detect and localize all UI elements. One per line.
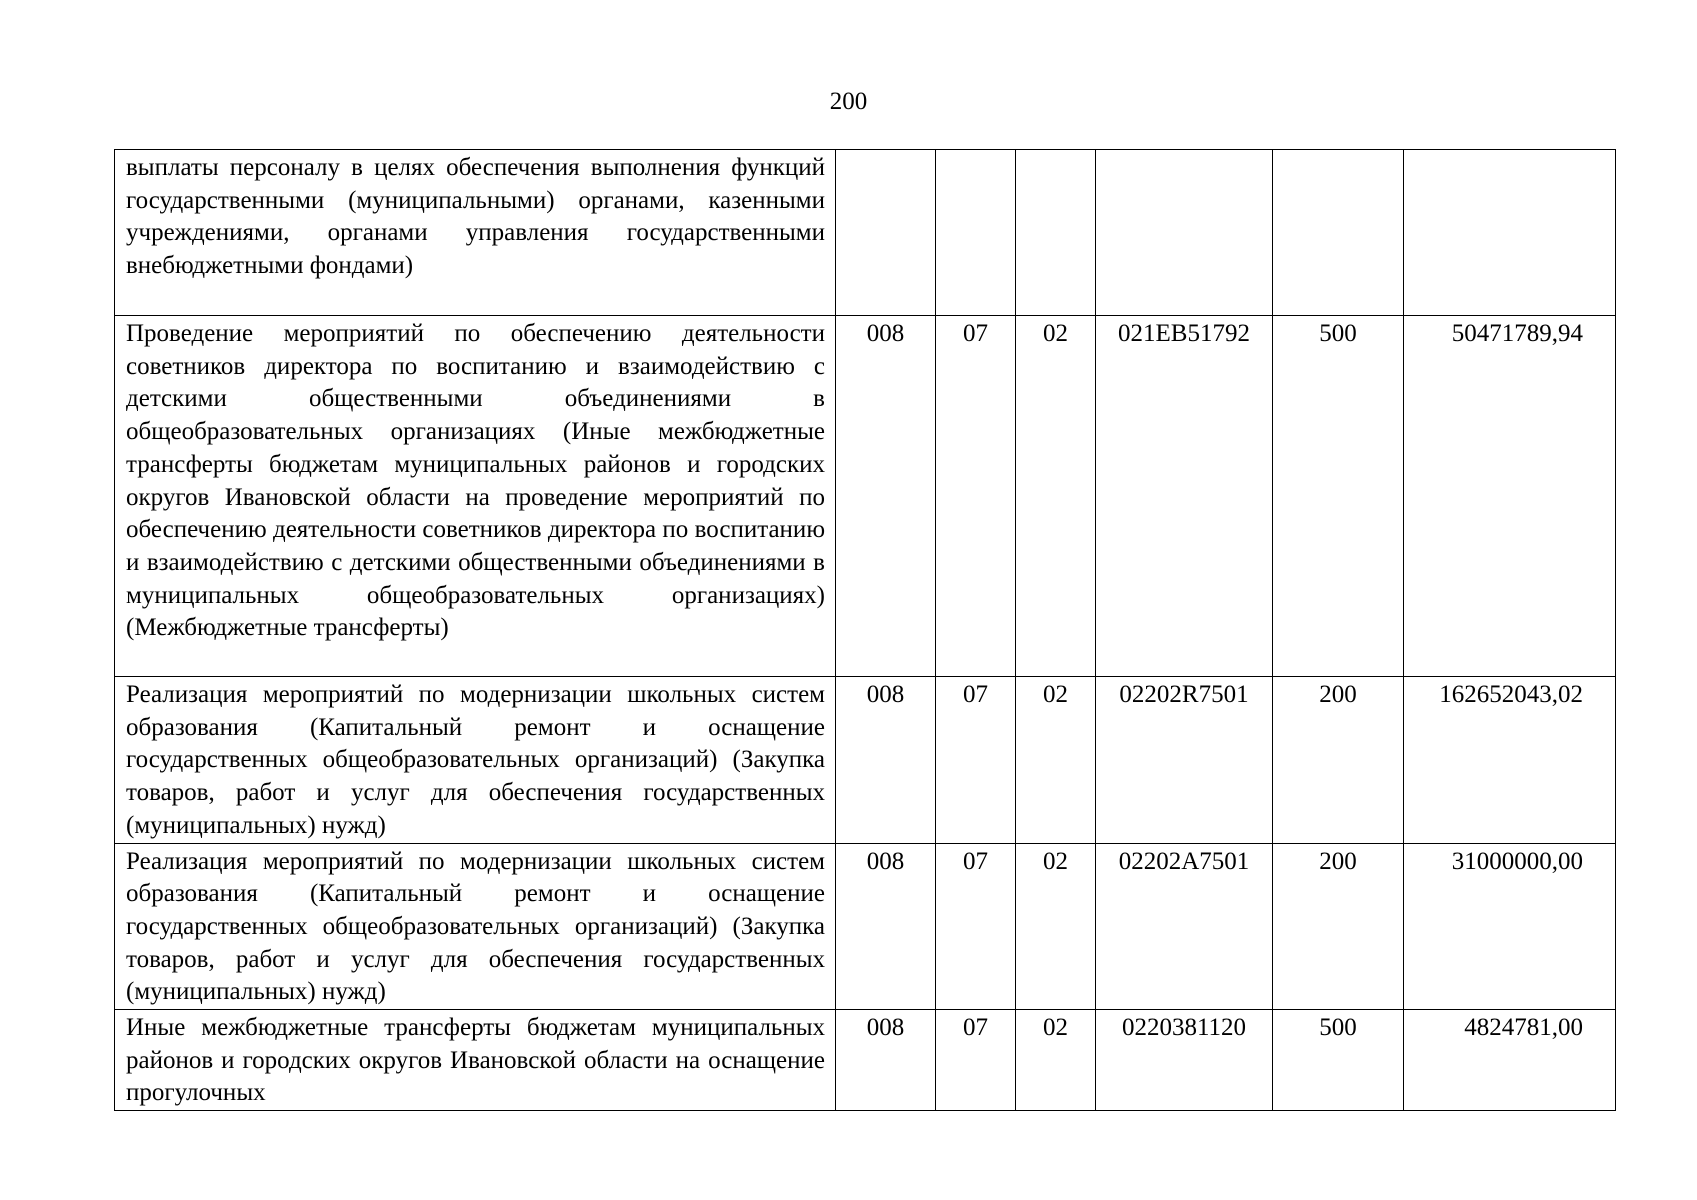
ministry-code: 008 [836,843,936,1010]
subsection-code: 02 [1016,1010,1096,1111]
amount: 31000000,00 [1404,843,1616,1010]
amount [1404,150,1616,316]
row-description: выплаты персоналу в целях обеспечения выполнения функций государственными (муниципальными) органами, казенными учреждениями, органами управления государственными внебюджетными фондами) [115,150,836,316]
subsection-code [1016,150,1096,316]
target-article-code: 021EB51792 [1096,316,1273,677]
ministry-code: 008 [836,677,936,844]
row-description: Реализация мероприятий по модернизации школьных систем образования (Капитальный ремонт и оснащение государственных общеобразовательных организаций) (Закупка товаров, работ и услуг для обеспечения государственных (муниципальных) нужд) [115,677,836,844]
ministry-code [836,150,936,316]
expense-type-code: 500 [1273,1010,1404,1111]
section-code: 07 [936,677,1016,844]
target-article-code: 0220381120 [1096,1010,1273,1111]
expense-type-code: 500 [1273,316,1404,677]
budget-table [114,149,1616,1111]
expense-type-code: 200 [1273,843,1404,1010]
subsection-code: 02 [1016,843,1096,1010]
table-row [115,677,1616,844]
expense-type-code [1273,150,1404,316]
target-article-code: 02202A7501 [1096,843,1273,1010]
row-description: Реализация мероприятий по модернизации школьных систем образования (Капитальный ремонт и оснащение государственных общеобразовательных организаций) (Закупка товаров, работ и услуг для обеспечения государственных (муниципальных) нужд) [115,843,836,1010]
table-row [115,150,1616,316]
section-code: 07 [936,1010,1016,1111]
table-row [115,1010,1616,1111]
amount: 4824781,00 [1404,1010,1616,1111]
row-description: Проведение мероприятий по обеспечению деятельности советников директора по воспитанию и взаимодействию с детскими общественными объединениями в общеобразовательных организациях (Иные межбюджетные трансферты бюджетам муниципальных районов и городских округов Ивановской области на проведение мероприятий по обеспечению деятельности советников директора по воспитанию и взаимодействию с детскими общественными объединениями в муниципальных общеобразовательных организациях) (Межбюджетные трансферты) [115,316,836,677]
amount: 162652043,02 [1404,677,1616,844]
target-article-code: 02202R7501 [1096,677,1273,844]
section-code: 07 [936,316,1016,677]
amount: 50471789,94 [1404,316,1616,677]
section-code: 07 [936,843,1016,1010]
table-row [115,843,1616,1010]
page-number: 200 [829,88,868,115]
section-code [936,150,1016,316]
row-description: Иные межбюджетные трансферты бюджетам муниципальных районов и городских округов Ивановской области на оснащение прогулочных [115,1010,836,1111]
ministry-code: 008 [836,1010,936,1111]
target-article-code [1096,150,1273,316]
subsection-code: 02 [1016,316,1096,677]
subsection-code: 02 [1016,677,1096,844]
expense-type-code: 200 [1273,677,1404,844]
ministry-code: 008 [836,316,936,677]
table-row [115,316,1616,677]
